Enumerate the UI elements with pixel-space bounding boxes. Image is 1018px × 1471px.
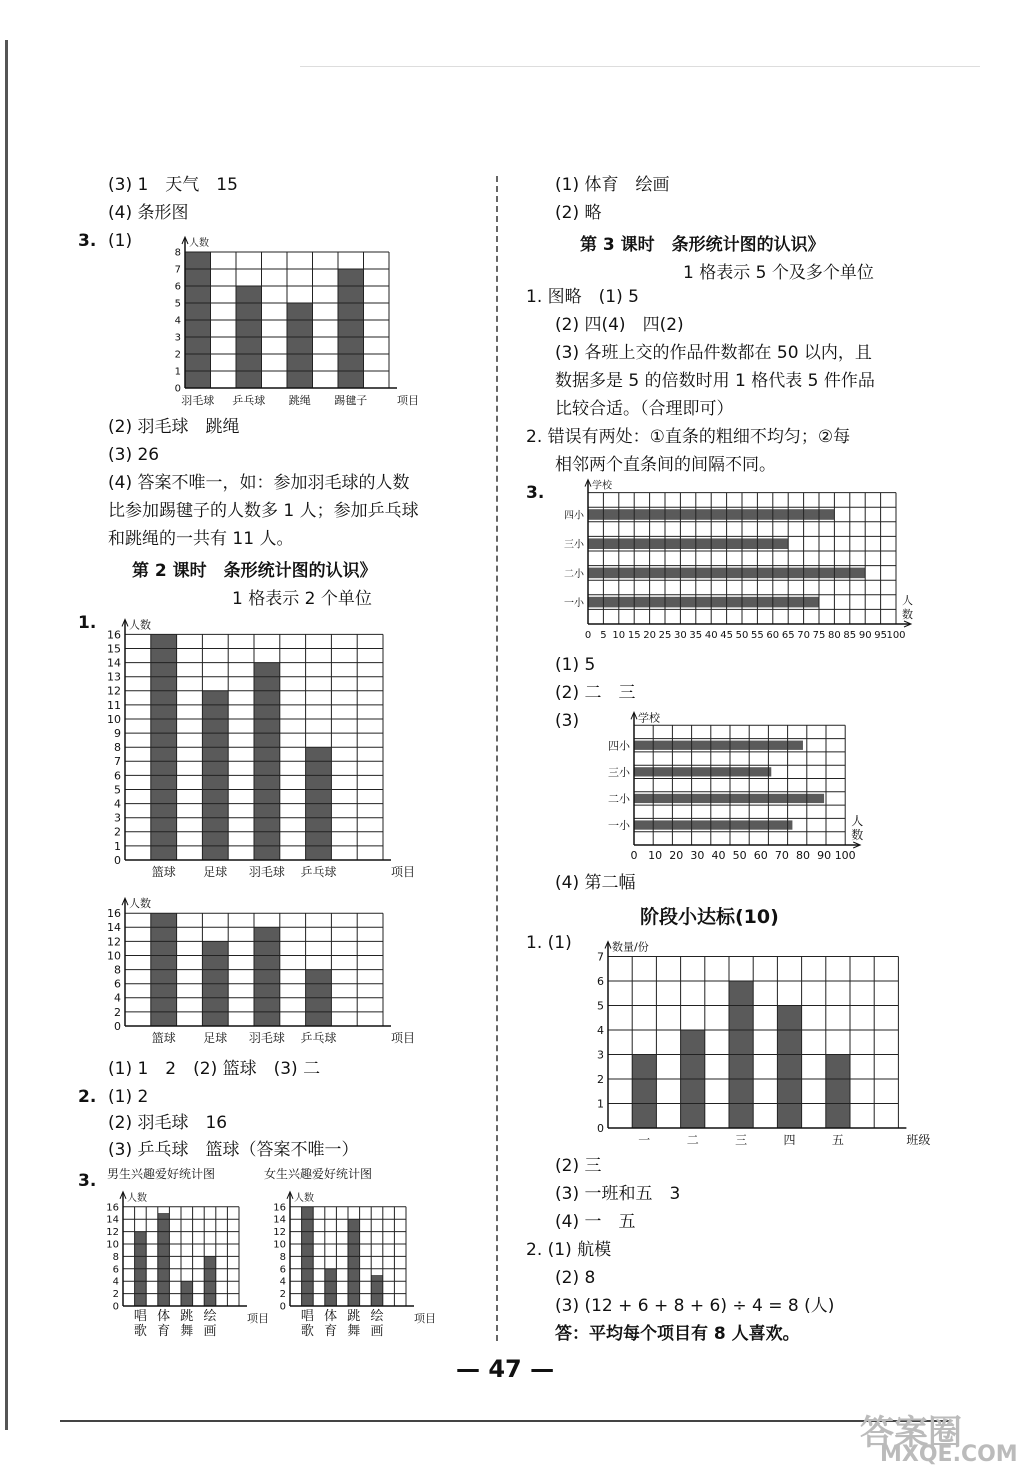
answer-line: (3) 26 bbox=[108, 445, 160, 465]
y-tick-label: 3 bbox=[597, 1048, 604, 1062]
y-tick-label: 5 bbox=[174, 298, 181, 310]
y-tick-label: 0 bbox=[114, 1019, 121, 1033]
y-tick-label: 1 bbox=[597, 1097, 604, 1111]
x-tick-label: 画 bbox=[370, 1324, 384, 1339]
x-tick-label: 踢毽子 bbox=[334, 394, 368, 407]
chart-class-counts bbox=[590, 928, 931, 1172]
x-tick-label: 篮球 bbox=[151, 865, 176, 879]
x-axis-label: 数 bbox=[902, 608, 913, 621]
x-tick-label: 20 bbox=[669, 849, 684, 862]
x-tick-label: 篮球 bbox=[151, 1031, 176, 1045]
answer-line: 2. 错误有两处：①直条的粗细不均匀；②每 bbox=[526, 427, 851, 447]
x-tick-label: 乒乓球 bbox=[300, 1031, 337, 1045]
chart-title: 女生兴趣爱好统计图 bbox=[264, 1167, 373, 1181]
chart-svg bbox=[590, 928, 931, 1168]
y-tick-label: 4 bbox=[597, 1023, 604, 1037]
x-tick-label: 90 bbox=[858, 630, 872, 641]
y-tick-label: 二小 bbox=[608, 792, 630, 806]
x-tick-label: 10 bbox=[612, 630, 626, 641]
y-axis-label: 人数 bbox=[189, 238, 209, 249]
answer-line: (2) 三 bbox=[555, 1156, 602, 1176]
y-tick-label: 16 bbox=[106, 1202, 119, 1214]
y-tick-label: 10 bbox=[107, 949, 121, 963]
y-tick-label: 6 bbox=[174, 281, 181, 293]
y-tick-label: 16 bbox=[273, 1202, 286, 1214]
y-tick-label: 15 bbox=[107, 642, 121, 656]
chart-girls-interests bbox=[260, 1167, 436, 1374]
x-axis-label: 班级 bbox=[906, 1133, 931, 1147]
answer-line: 答：平均每个项目有 8 人喜欢。 bbox=[555, 1324, 800, 1344]
x-tick-label: 一 bbox=[638, 1133, 651, 1147]
chart-svg bbox=[95, 608, 425, 921]
x-tick-label: 15 bbox=[627, 630, 641, 641]
x-tick-label: 足球 bbox=[203, 865, 228, 879]
y-tick-label: 2 bbox=[279, 1289, 286, 1301]
y-tick-label: 8 bbox=[114, 963, 121, 977]
y-axis-label: 人数 bbox=[129, 618, 151, 632]
x-tick-label: 100 bbox=[886, 630, 906, 641]
page-border bbox=[5, 40, 8, 1430]
x-tick-label: 二 bbox=[686, 1133, 699, 1147]
x-tick-label: 足球 bbox=[203, 1031, 228, 1045]
answer-line: 2. (1) 航模 bbox=[526, 1240, 612, 1260]
y-tick-label: 2 bbox=[114, 825, 121, 839]
y-tick-label: 7 bbox=[114, 755, 121, 769]
y-axis-label: 人数 bbox=[294, 1192, 314, 1204]
x-tick-label: 体 bbox=[324, 1309, 338, 1324]
stage-title: 阶段小达标(10) bbox=[640, 906, 779, 928]
x-tick-label: 30 bbox=[690, 849, 705, 862]
answer-line: (1) 1 2 (2) 篮球 (3) 二 bbox=[108, 1059, 321, 1079]
y-tick-label: 4 bbox=[114, 991, 121, 1005]
chart-boys-interests bbox=[95, 1167, 269, 1374]
y-tick-label: 6 bbox=[114, 769, 121, 783]
x-tick-label: 羽毛球 bbox=[248, 865, 285, 879]
x-tick-label: 育 bbox=[157, 1324, 171, 1339]
chart-bar bbox=[777, 1006, 801, 1129]
answer-line: (1) 5 bbox=[555, 655, 596, 675]
chart-bar bbox=[588, 538, 788, 549]
top-rule bbox=[300, 66, 980, 67]
x-axis-label: 项目 bbox=[414, 1312, 436, 1325]
y-tick-label: 4 bbox=[174, 315, 181, 327]
chart-bar bbox=[634, 741, 803, 750]
x-tick-label: 四 bbox=[783, 1133, 796, 1147]
y-tick-label: 9 bbox=[114, 726, 121, 740]
x-tick-label: 50 bbox=[732, 849, 747, 862]
x-tick-label: 跳绳 bbox=[288, 394, 311, 407]
y-tick-label: 8 bbox=[112, 1251, 119, 1263]
chart-svg bbox=[140, 226, 440, 446]
chart-school-horizontal-2 bbox=[598, 705, 888, 869]
x-tick-label: 唱 bbox=[300, 1309, 314, 1324]
x-tick-label: 75 bbox=[812, 630, 826, 641]
x-tick-label: 唱 bbox=[133, 1309, 147, 1324]
chart-bar bbox=[588, 597, 819, 608]
x-tick-label: 绘 bbox=[203, 1309, 217, 1324]
x-tick-label: 10 bbox=[648, 849, 663, 862]
y-tick-label: 10 bbox=[106, 1239, 119, 1251]
answer-line: (2) 四(4) 四(2) bbox=[555, 315, 684, 335]
answer-line: (3) (12 + 6 + 8 + 6) ÷ 4 = 8 (人) bbox=[555, 1296, 835, 1316]
y-tick-label: 16 bbox=[107, 628, 121, 642]
x-tick-label: 20 bbox=[643, 630, 656, 641]
answer-line: 1. (1) bbox=[526, 933, 572, 953]
chart-bar bbox=[254, 927, 280, 1026]
y-axis-label: 学校 bbox=[592, 480, 612, 492]
x-tick-label: 60 bbox=[753, 849, 768, 862]
y-tick-label: 11 bbox=[107, 698, 121, 712]
chart-bar bbox=[325, 1269, 337, 1306]
answer-line: (4) 答案不唯一，如：参加羽毛球的人数 bbox=[108, 473, 410, 493]
y-tick-label: 3 bbox=[114, 811, 121, 825]
y-tick-label: 三小 bbox=[608, 765, 630, 779]
x-tick-label: 70 bbox=[774, 849, 789, 862]
answer-line: (2) 羽毛球 16 bbox=[108, 1113, 228, 1133]
x-tick-label: 80 bbox=[828, 630, 841, 641]
x-tick-label: 40 bbox=[704, 630, 718, 641]
x-tick-label: 舞 bbox=[180, 1324, 194, 1339]
answer-line: 比参加踢毽子的人数多 1 人；参加乒乓球 bbox=[108, 501, 419, 521]
x-tick-label: 40 bbox=[711, 849, 726, 862]
y-tick-label: 0 bbox=[114, 853, 121, 867]
y-tick-label: 6 bbox=[112, 1264, 119, 1276]
chart-bar bbox=[287, 303, 313, 388]
y-tick-label: 二小 bbox=[564, 568, 584, 580]
x-tick-label: 95 bbox=[874, 630, 887, 641]
lesson-title: 第 3 课时 条形统计图的认识》 bbox=[580, 235, 825, 255]
x-tick-label: 歌 bbox=[133, 1324, 147, 1339]
y-tick-label: 4 bbox=[112, 1276, 119, 1288]
y-tick-label: 16 bbox=[107, 907, 121, 921]
answer-line: (2) 略 bbox=[555, 203, 602, 223]
y-tick-label: 6 bbox=[597, 974, 604, 988]
y-tick-label: 四小 bbox=[608, 739, 630, 753]
chart-bar bbox=[348, 1219, 360, 1306]
watermark-logo: 答案圈 bbox=[860, 1413, 962, 1453]
y-tick-label: 14 bbox=[106, 1214, 119, 1226]
answer-line: 1. 图略 (1) 5 bbox=[526, 287, 639, 307]
x-tick-label: 85 bbox=[843, 630, 857, 641]
x-tick-label: 25 bbox=[658, 630, 672, 641]
x-axis-label: 项目 bbox=[391, 1031, 416, 1045]
y-tick-label: 一小 bbox=[608, 819, 630, 833]
y-tick-label: 3 bbox=[174, 332, 181, 344]
y-tick-label: 10 bbox=[107, 712, 121, 726]
y-tick-label: 4 bbox=[114, 797, 121, 811]
y-tick-label: 0 bbox=[279, 1301, 286, 1313]
y-tick-label: 2 bbox=[114, 1005, 121, 1019]
y-tick-label: 5 bbox=[114, 783, 121, 797]
x-tick-label: 60 bbox=[766, 630, 780, 641]
y-tick-label: 4 bbox=[279, 1276, 286, 1288]
x-tick-label: 五 bbox=[831, 1133, 844, 1147]
y-tick-label: 6 bbox=[114, 977, 121, 991]
question-number: 3. bbox=[78, 231, 97, 251]
y-tick-label: 14 bbox=[107, 921, 121, 935]
x-axis-label: 项目 bbox=[397, 394, 419, 407]
answer-line: 相邻两个直条间的间隔不同。 bbox=[555, 455, 776, 475]
x-tick-label: 50 bbox=[735, 630, 749, 641]
lesson-subtitle: 1 格表示 5 个及多个单位 bbox=[683, 263, 874, 283]
answer-line: (4) 条形图 bbox=[108, 203, 189, 223]
lesson-subtitle: 1 格表示 2 个单位 bbox=[232, 589, 372, 609]
x-axis-label: 人 bbox=[851, 814, 864, 828]
chart-svg bbox=[598, 705, 888, 865]
chart-ball-sports-1 bbox=[95, 608, 425, 922]
y-tick-label: 8 bbox=[114, 741, 121, 755]
y-tick-label: 10 bbox=[273, 1239, 286, 1251]
answer-line: (3) 1 天气 15 bbox=[108, 175, 238, 195]
x-tick-label: 100 bbox=[834, 849, 856, 862]
y-tick-label: 6 bbox=[279, 1264, 286, 1276]
y-axis-label: 人数 bbox=[129, 897, 151, 911]
y-tick-label: 8 bbox=[174, 247, 181, 259]
chart-svg bbox=[260, 1167, 436, 1370]
watermark-url: MXQE.COM bbox=[880, 1442, 1018, 1467]
y-tick-label: 14 bbox=[107, 656, 121, 670]
answer-line: (3) bbox=[555, 711, 580, 731]
answer-line: 和跳绳的一共有 11 人。 bbox=[108, 529, 294, 549]
chart-svg bbox=[560, 476, 920, 648]
chart-ball-sports-2 bbox=[95, 888, 425, 1082]
bottom-rule bbox=[60, 1420, 950, 1422]
chart-bar bbox=[371, 1275, 383, 1306]
x-tick-label: 育 bbox=[324, 1324, 338, 1339]
y-tick-label: 2 bbox=[112, 1289, 119, 1301]
y-tick-label: 四小 bbox=[564, 510, 584, 522]
chart-bar bbox=[634, 794, 824, 803]
x-tick-label: 羽毛球 bbox=[181, 394, 215, 407]
chart-svg bbox=[95, 1167, 269, 1370]
y-tick-label: 1 bbox=[114, 839, 121, 853]
question-number: 1. bbox=[78, 613, 97, 633]
answer-line: (1) 体育 绘画 bbox=[555, 175, 670, 195]
x-tick-label: 乒乓球 bbox=[300, 865, 337, 879]
chart-svg bbox=[95, 888, 425, 1078]
x-tick-label: 35 bbox=[689, 630, 703, 641]
page-number: — 47 — bbox=[456, 1355, 555, 1383]
y-tick-label: 2 bbox=[597, 1072, 604, 1086]
y-tick-label: 12 bbox=[106, 1227, 119, 1239]
x-tick-label: 乒乓球 bbox=[232, 394, 266, 407]
y-tick-label: 7 bbox=[597, 950, 604, 964]
answer-line: (2) 二 三 bbox=[555, 683, 636, 703]
y-tick-label: 13 bbox=[107, 670, 121, 684]
chart-title: 男生兴趣爱好统计图 bbox=[107, 1167, 216, 1181]
lesson-title: 第 2 课时 条形统计图的认识》 bbox=[132, 561, 377, 581]
y-tick-label: 8 bbox=[279, 1251, 286, 1263]
answer-line: (4) 第二幅 bbox=[555, 873, 636, 893]
answer-line: (3) 一班和五 3 bbox=[555, 1184, 681, 1204]
y-tick-label: 一小 bbox=[564, 598, 584, 610]
answer-line: (3) 乒乓球 篮球（答案不唯一） bbox=[108, 1140, 359, 1160]
x-tick-label: 90 bbox=[817, 849, 832, 862]
x-tick-label: 70 bbox=[797, 630, 810, 641]
x-tick-label: 羽毛球 bbox=[248, 1031, 285, 1045]
x-tick-label: 跳 bbox=[347, 1309, 361, 1324]
x-axis-label: 数 bbox=[851, 828, 864, 842]
chart-bar bbox=[158, 1213, 170, 1306]
x-tick-label: 0 bbox=[630, 849, 638, 862]
y-axis-label: 学校 bbox=[638, 711, 660, 725]
answer-line: 数据多是 5 的倍数时用 1 格代表 5 件作品 bbox=[555, 371, 875, 391]
y-tick-label: 0 bbox=[112, 1301, 119, 1313]
answer-line: (1) bbox=[108, 231, 133, 251]
x-tick-label: 三 bbox=[735, 1133, 748, 1147]
y-tick-label: 三小 bbox=[564, 539, 584, 551]
x-tick-label: 舞 bbox=[347, 1324, 361, 1339]
x-tick-label: 歌 bbox=[300, 1324, 314, 1339]
y-axis-label: 人数 bbox=[127, 1192, 147, 1204]
answer-line: (2) 8 bbox=[555, 1268, 596, 1288]
x-tick-label: 65 bbox=[781, 630, 795, 641]
y-tick-label: 0 bbox=[597, 1121, 604, 1135]
question-number: 2. bbox=[78, 1087, 97, 1107]
y-tick-label: 2 bbox=[174, 349, 181, 361]
y-axis-label: 数量/份 bbox=[612, 940, 649, 954]
chart-school-horizontal-1 bbox=[560, 476, 920, 652]
x-tick-label: 55 bbox=[751, 630, 764, 641]
y-tick-label: 12 bbox=[273, 1227, 286, 1239]
chart-bar bbox=[634, 767, 771, 776]
question-number: 3. bbox=[526, 483, 545, 503]
answer-line: (3) 各班上交的作品件数都在 50 以内，且 bbox=[555, 343, 872, 363]
y-tick-label: 1 bbox=[174, 366, 181, 378]
x-tick-label: 0 bbox=[584, 630, 592, 641]
x-tick-label: 体 bbox=[157, 1309, 171, 1324]
x-tick-label: 30 bbox=[674, 630, 687, 641]
x-axis-label: 人 bbox=[902, 594, 913, 607]
x-tick-label: 80 bbox=[795, 849, 810, 862]
chart-bar bbox=[338, 269, 364, 388]
x-axis-label: 项目 bbox=[391, 865, 416, 879]
x-tick-label: 绘 bbox=[370, 1309, 384, 1324]
chart-bar bbox=[632, 1055, 656, 1129]
y-tick-label: 12 bbox=[107, 935, 121, 949]
x-tick-label: 跳 bbox=[180, 1309, 194, 1324]
y-tick-label: 7 bbox=[174, 264, 181, 276]
column-divider bbox=[496, 176, 498, 1341]
answer-line: (4) 一 五 bbox=[555, 1212, 636, 1232]
y-tick-label: 5 bbox=[597, 999, 604, 1013]
x-tick-label: 画 bbox=[203, 1324, 217, 1339]
y-tick-label: 14 bbox=[273, 1214, 286, 1226]
answer-line: (2) 羽毛球 跳绳 bbox=[108, 417, 240, 437]
x-axis-label: 项目 bbox=[247, 1312, 269, 1325]
chart-bar bbox=[826, 1055, 850, 1129]
question-number: 3. bbox=[78, 1171, 97, 1191]
y-tick-label: 0 bbox=[174, 383, 181, 395]
answer-line: 比较合适。（合理即可） bbox=[555, 399, 734, 419]
y-tick-label: 12 bbox=[107, 684, 121, 698]
x-tick-label: 45 bbox=[720, 630, 733, 641]
x-tick-label: 5 bbox=[600, 630, 607, 641]
answer-line: (1) 2 bbox=[108, 1087, 149, 1107]
